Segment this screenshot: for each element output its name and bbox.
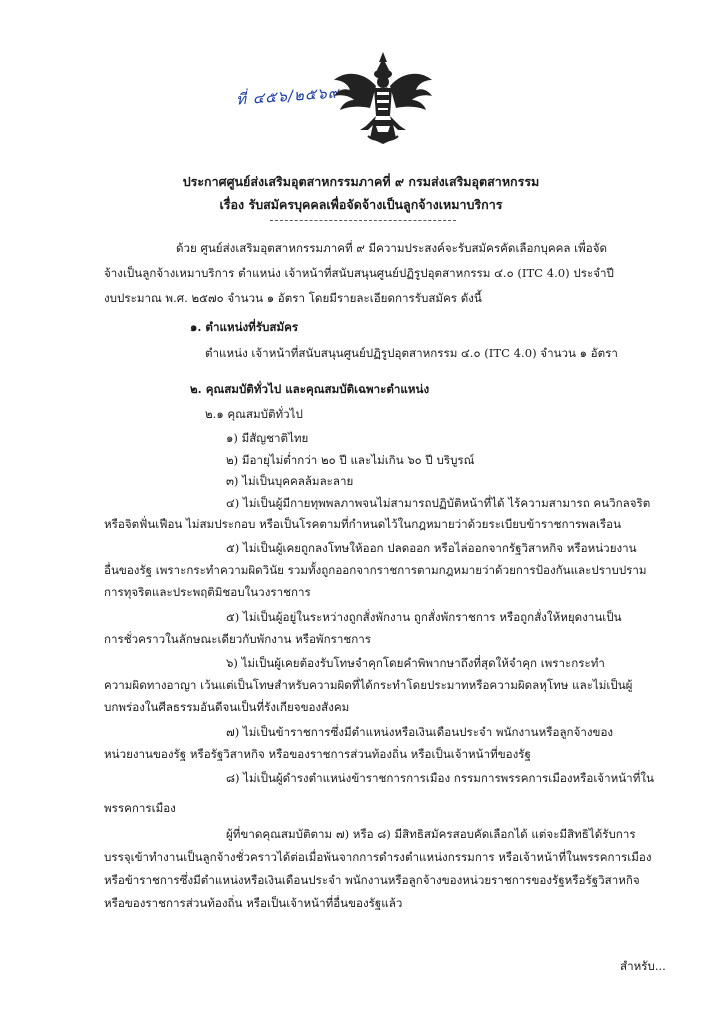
intro-line: งบประมาณ พ.ศ. ๒๕๗๐ จำนวน ๑ อัตรา โดยมีรายละเอียดการรับสมัคร ดังนี้ (104, 291, 482, 305)
qualification-note-cont: บรรจุเข้าทำงานเป็นลูกจ้างชั่วคราวได้ต่อเมื่อพ้นจากการดำรงตำแหน่งกรรมการ หรือเจ้าหน้าที่ในพรรคการเมือง (104, 850, 652, 864)
qualification-item: ๗) ไม่เป็นข้าราชการซึ่งมีตำแหน่งหรือเงินเดือนประจำ พนักงานหรือลูกจ้างของ (226, 725, 614, 739)
title-line-2: เรื่อง รับสมัครบุคคลเพื่อจัดจ้างเป็นลูกจ้างเหมาบริการ (219, 197, 503, 212)
qualification-item: ๕) ไม่เป็นผู้เคยถูกลงโทษให้ออก ปลดออก หรือไล่ออกจากรัฐวิสาหกิจ หรือหน่วยงาน (226, 541, 637, 555)
announcement-title (0, 170, 722, 216)
qualification-note-cont: หรือข้าราชการซึ่งมีตำแหน่งหรือเงินเดือนประจำ พนักงานหรือลูกจ้างของหน่วยราชการของรัฐหรือรัฐวิสาหกิจ (104, 873, 640, 887)
title-divider (270, 220, 456, 221)
handwritten-reference-number: ที่ ๔๕๖/๒๕๖๙ (235, 83, 341, 109)
qualification-item: ๑) มีสัญชาติไทย (226, 431, 309, 445)
section-1-body: ตำแหน่ง เจ้าหน้าที่สนับสนุนศูนย์ปฏิรูปอุตสาหกรรม ๔.๐ (ITC 4.0) จำนวน ๑ อัตรา (205, 346, 618, 360)
garuda-emblem-icon (330, 50, 436, 146)
qualification-item: ๓) ไม่เป็นบุคคลล้มละลาย (226, 474, 354, 488)
qualification-item: ๒) มีอายุไม่ต่ำกว่า ๒๐ ปี และไม่เกิน ๖๐ ปี บริบูรณ์ (226, 453, 475, 467)
qualification-item-cont: หน่วยงานของรัฐ หรือรัฐวิสาหกิจ หรือของราชการส่วนท้องถิ่น หรือเป็นเจ้าหน้าที่ของรัฐ (104, 747, 531, 761)
qualification-item: ๘) ไม่เป็นผู้ดำรงตำแหน่งข้าราชการการเมือง กรรมการพรรคการเมืองหรือเจ้าหน้าที่ใน (226, 771, 654, 785)
qualification-item-cont: การทุจริตและประพฤติมิชอบในวงราชการ (104, 585, 311, 599)
continued-marker: สำหรับ... (620, 959, 666, 973)
qualification-item-cont: บกพร่องในศีลธรรมอันดีจนเป็นที่รังเกียจของสังคม (104, 700, 350, 714)
qualification-item-cont: พรรคการเมือง (104, 801, 176, 815)
section-1-heading: ๑. ตำแหน่งที่รับสมัคร (190, 320, 299, 334)
qualification-item-cont: ความผิดทางอาญา เว้นแต่เป็นโทษสำหรับความผิดที่ได้กระทำโดยประมาทหรือความผิดลหุโทษ และไม่เป็นผู้ (104, 678, 633, 692)
title-line-1: ประกาศศูนย์ส่งเสริมอุตสาหกรรมภาคที่ ๙ กรมส่งเสริมอุตสาหกรรม (182, 174, 540, 189)
qualification-note: ผู้ที่ขาดคุณสมบัติตาม ๗) หรือ ๘) มีสิทธิสมัครสอบคัดเลือกได้ แต่จะมีสิทธิได้รับการ (226, 827, 636, 841)
intro-line: จ้างเป็นลูกจ้างเหมาบริการ ตำแหน่ง เจ้าหน้าที่สนับสนุนศูนย์ปฏิรูปอุตสาหกรรม ๔.๐ (ITC 4.0) ประจำปี (104, 266, 614, 280)
section-2-1-heading: ๒.๑ คุณสมบัติทั่วไป (205, 407, 303, 421)
qualification-item-cont: การชั่วคราวในลักษณะเดียวกับพักงาน หรือพักราชการ (104, 632, 371, 646)
qualification-item-cont: อื่นของรัฐ เพราะกระทำความผิดวินัย รวมทั้งถูกออกจากราชการตามกฎหมายว่าด้วยการป้องกันและปราบปราม (104, 563, 647, 577)
qualification-item-cont: หรือจิตฟั่นเฟือน ไม่สมประกอบ หรือเป็นโรคตามที่กำหนดไว้ในกฎหมายว่าด้วยระเบียบข้าราชการพลเรือน (104, 517, 622, 531)
intro-line: ด้วย ศูนย์ส่งเสริมอุตสาหกรรมภาคที่ ๙ มีความประสงค์จะรับสมัครคัดเลือกบุคคล เพื่อจัด (176, 241, 608, 255)
section-2-heading: ๒. คุณสมบัติทั่วไป และคุณสมบัติเฉพาะตำแหน่ง (190, 382, 430, 396)
qualification-item: ๔) ไม่เป็นผู้มีกายทุพพลภาพจนไม่สามารถปฏิบัติหน้าที่ได้ ไร้ความสามารถ คนวิกลจริต (226, 496, 651, 510)
qualification-note-cont: หรือของราชการส่วนท้องถิ่น หรือเป็นเจ้าหน้าที่อื่นของรัฐแล้ว (104, 896, 403, 910)
qualification-item: ๖) ไม่เป็นผู้เคยต้องรับโทษจำคุกโดยคำพิพากษาถึงที่สุดให้จำคุก เพราะกระทำ (226, 656, 605, 670)
qualification-item: ๕) ไม่เป็นผู้อยู่ในระหว่างถูกสั่งพักงาน ถูกสั่งพักราชการ หรือถูกสั่งให้หยุดงานเป็น (226, 610, 622, 624)
